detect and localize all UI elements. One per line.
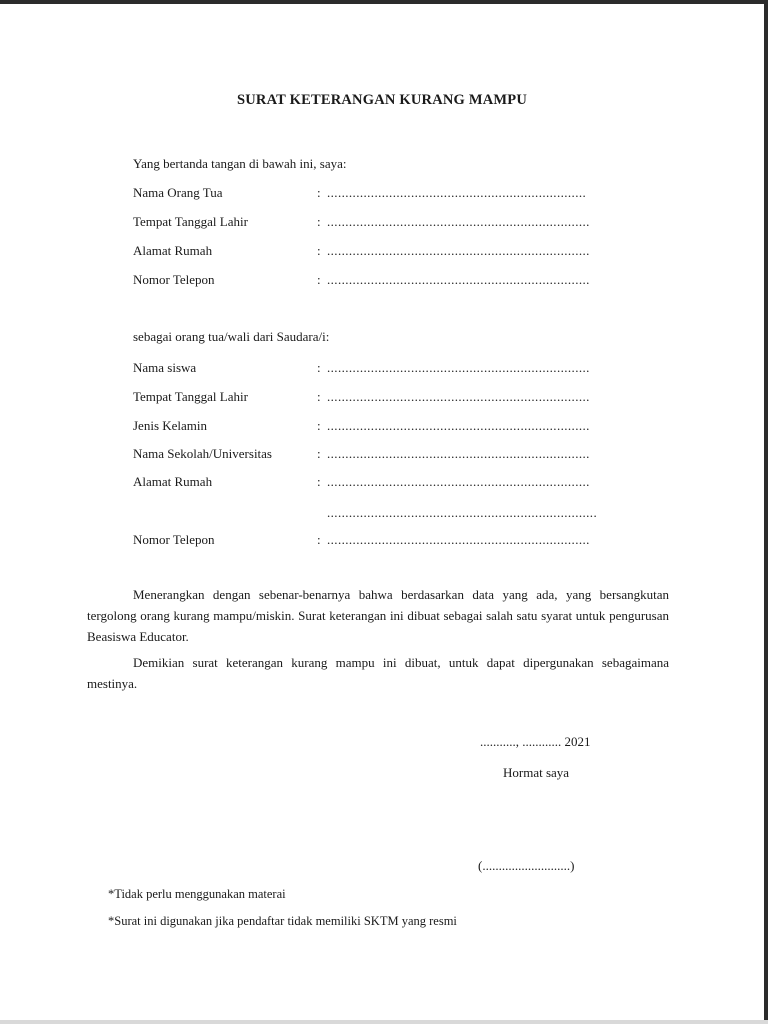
field-row-student-address [133, 474, 673, 492]
field-colon: : [317, 446, 321, 461]
field-label: Jenis Kelamin [133, 418, 208, 433]
field-label: Nama Orang Tua [133, 185, 223, 200]
field-row-student-birth [133, 389, 673, 407]
field-label: Alamat Rumah [133, 474, 213, 489]
page-bottom-edge [0, 1020, 768, 1024]
field-row-student-name [133, 360, 673, 378]
field-label: Alamat Rumah [133, 243, 213, 258]
field-colon: : [317, 243, 321, 258]
field-label: Tempat Tanggal Lahir [133, 214, 248, 229]
document-title: SURAT KETERANGAN KURANG MAMPU [236, 92, 528, 108]
field-colon: : [317, 360, 321, 375]
field-blank: ........................................................................ [327, 532, 590, 547]
field-blank: ........................................................................ [327, 446, 590, 461]
field-blank: ....................................................................... [327, 185, 587, 200]
field-blank: ........................................................................ [327, 360, 590, 375]
field-row-parent-address [133, 243, 673, 261]
field-row-parent-birth [133, 214, 673, 232]
field-blank: ........................................................................ [327, 389, 590, 404]
statement-paragraph: Menerangkan dengan sebenar-benarnya bahwa berdasarkan data yang ada, yang bersangkutan tergolong orang kurang mampu/miskin. Surat keterangan ini dibuat sebagai salah satu syarat untuk pengurusan Beasiswa Educator. [87, 587, 669, 644]
field-blank: ........................................................................ [327, 272, 590, 287]
field-row-parent-phone [133, 272, 673, 290]
field-colon: : [317, 532, 321, 547]
footnote-materai: *Tidak perlu menggunakan materai [108, 887, 286, 901]
field-row-student-school [133, 446, 673, 464]
footnote-sktm: *Surat ini digunakan jika pendaftar tidak memiliki SKTM yang resmi [108, 914, 457, 928]
field-colon: : [317, 418, 321, 433]
field-colon: : [317, 272, 321, 287]
window-right-border [764, 0, 768, 1024]
field-label: Nama siswa [133, 360, 197, 375]
address-continuation-blank: .......................................................................... [327, 505, 598, 520]
parent-intro-text: Yang bertanda tangan di bawah ini, saya: [133, 156, 347, 171]
field-colon: : [317, 389, 321, 404]
signature-line: (...........................) [478, 858, 575, 873]
field-label: Tempat Tanggal Lahir [133, 389, 248, 404]
student-intro-text: sebagai orang tua/wali dari Saudara/i: [133, 329, 330, 344]
closing-paragraph: Demikian surat keterangan kurang mampu ini dibuat, untuk dapat dipergunakan sebagaimana mestinya. [87, 655, 669, 691]
field-blank: ........................................................................ [327, 243, 590, 258]
field-row-student-phone [133, 532, 673, 550]
field-row-parent-name [133, 185, 673, 203]
field-blank: ........................................................................ [327, 418, 590, 433]
field-blank: ........................................................................ [327, 214, 590, 229]
field-label: Nama Sekolah/Universitas [133, 446, 272, 461]
field-label: Nomor Telepon [133, 532, 215, 547]
field-blank: ........................................................................ [327, 474, 590, 489]
field-label: Nomor Telepon [133, 272, 215, 287]
place-date-line: ..........., ............ 2021 [480, 734, 591, 749]
field-row-student-gender [133, 418, 673, 436]
field-colon: : [317, 185, 321, 200]
closing-salutation: Hormat saya [503, 765, 570, 780]
field-colon: : [317, 214, 321, 229]
field-colon: : [317, 474, 321, 489]
